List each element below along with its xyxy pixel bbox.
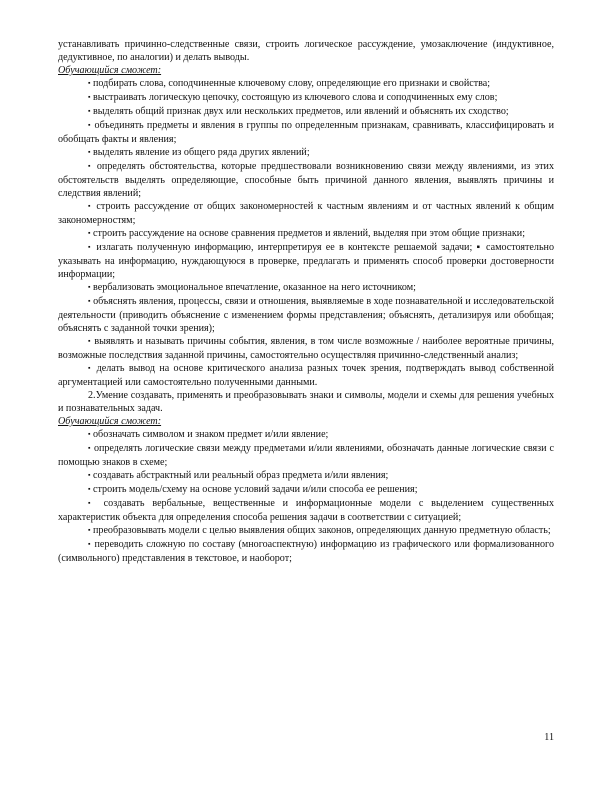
list-item-text: выстраивать логическую цепочку, состоящую из ключевого слова и соподчиненных ему слов; <box>90 92 498 103</box>
intro-paragraph: устанавливать причинно-следственные связи, строить логическое рассуждение, умозаключение (индуктивное, дедуктивное, по аналогии) и делать выводы. <box>58 39 554 63</box>
bullet-icon: ▪ <box>88 107 91 115</box>
list-item <box>58 160 554 200</box>
list-item-text: выявлять и называть причины события, явления, в том числе возможные / наиболее вероятные причины, возможные последствия заданной причины, самостоятельно осуществляя причинно-следственный анализ; <box>58 336 555 361</box>
list-item <box>58 227 554 241</box>
bullet-icon: ▪ <box>88 93 91 101</box>
list-item <box>58 497 554 524</box>
bullet-icon: ▪ <box>88 243 93 251</box>
bullet-icon: ▪ <box>88 364 93 372</box>
list-item <box>58 241 554 281</box>
bullet-icon: ▪ <box>88 337 92 345</box>
bullet-icon: ▪ <box>88 540 92 548</box>
bullet-icon: ▪ <box>88 162 93 170</box>
list-item <box>58 469 554 483</box>
point2-paragraph: 2.Умение создавать, применять и преобразовывать знаки и символы, модели и схемы для решения учебных и познавательных задач. <box>58 390 554 414</box>
list-item <box>58 362 554 389</box>
section1-heading: Обучающийся сможет: <box>58 65 162 76</box>
list-item <box>58 428 554 442</box>
bullet-icon: ▪ <box>88 297 91 305</box>
list-item <box>58 146 554 160</box>
list-item <box>58 524 554 538</box>
list-item <box>58 335 554 362</box>
bullet-icon: ▪ <box>88 229 91 237</box>
list-item-text: переводить сложную по составу (многоаспектную) информацию из графического или формализованного (символьного) представления в текстовое, и наоборот; <box>58 539 554 564</box>
bullet-icon: ▪ <box>88 430 91 438</box>
list-item <box>58 281 554 295</box>
list-item <box>58 105 554 119</box>
list-item-text: излагать полученную информацию, интерпретируя ее в контексте решаемой задачи; ▪ самостоятельно указывать на информацию, нуждающуюся в проверке, предлагать и применять способ проверки достоверности информации; <box>58 242 555 280</box>
list-item <box>58 442 554 469</box>
section1-list <box>58 77 554 389</box>
document-page <box>58 38 554 565</box>
list-item-text: выделять общий признак двух или нескольких предметов, или явлений и объяснять их сходство; <box>90 106 509 117</box>
list-item-text: строить рассуждение на основе сравнения предметов и явлений, выделяя при этом общие признаки; <box>90 228 526 239</box>
list-item-text: подбирать слова, соподчиненные ключевому слову, определяющие его признаки и свойства; <box>90 78 491 89</box>
list-item-text: обозначать символом и знаком предмет и/или явление; <box>90 429 329 440</box>
list-item-text: объединять предметы и явления в группы по определенным признакам, сравнивать, классифицировать и обобщать факты и явления; <box>58 120 554 145</box>
bullet-icon: ▪ <box>88 471 91 479</box>
list-item-text: создавать вербальные, вещественные и информационные модели с выделением существенных характеристик объекта для определения способа решения задачи в соответствии с ситуацией; <box>58 498 554 523</box>
list-item <box>58 91 554 105</box>
list-item-text: создавать абстрактный или реальный образ предмета и/или явления; <box>90 470 389 481</box>
list-item-text: делать вывод на основе критического анализа разных точек зрения, подтверждать вывод собственной аргументацией или самостоятельно полученными данными. <box>58 363 554 388</box>
section2-heading: Обучающийся сможет: <box>58 416 162 427</box>
page-number: 11 <box>544 732 554 743</box>
bullet-icon: ▪ <box>88 499 96 507</box>
bullet-icon: ▪ <box>88 148 91 156</box>
list-item <box>58 200 554 227</box>
list-item-text: определять логические связи между предметами и/или явлениями, обозначать данные логические связи с помощью знаков в схеме; <box>58 443 555 468</box>
bullet-icon: ▪ <box>88 121 92 129</box>
bullet-icon: ▪ <box>88 526 91 534</box>
bullet-icon: ▪ <box>88 202 93 210</box>
list-item <box>58 538 554 565</box>
bullet-icon: ▪ <box>88 79 91 87</box>
list-item-text: вербализовать эмоциональное впечатление, оказанное на него источником; <box>90 282 416 293</box>
bullet-icon: ▪ <box>88 444 91 452</box>
list-item-text: строить рассуждение от общих закономерностей к частным явлениям и от частных явлений к общим закономерностям; <box>58 201 555 226</box>
list-item <box>58 483 554 497</box>
list-item-text: строить модель/схему на основе условий задачи и/или способа ее решения; <box>90 484 418 495</box>
list-item-text: выделять явление из общего ряда других явлений; <box>90 147 310 158</box>
list-item <box>58 119 554 146</box>
bullet-icon: ▪ <box>88 485 91 493</box>
list-item-text: объяснять явления, процессы, связи и отношения, выявляемые в ходе познавательной и исследовательской деятельности (приводить объяснение с изменением формы представления; объяснять, детализируя или обобщая; объяснять с заданной точки зрения); <box>58 296 555 334</box>
list-item <box>58 295 554 335</box>
list-item-text: преобразовывать модели с целью выявления общих законов, определяющих данную предметную область; <box>90 525 551 536</box>
list-item-text: определять обстоятельства, которые предшествовали возникновению связи между явлениями, из этих обстоятельств выделять определяющие, способные быть причиной данного явления, выявлять причины и следствия явлений; <box>58 161 554 199</box>
section2-list <box>58 428 554 565</box>
list-item <box>58 77 554 91</box>
bullet-icon: ▪ <box>88 283 91 291</box>
